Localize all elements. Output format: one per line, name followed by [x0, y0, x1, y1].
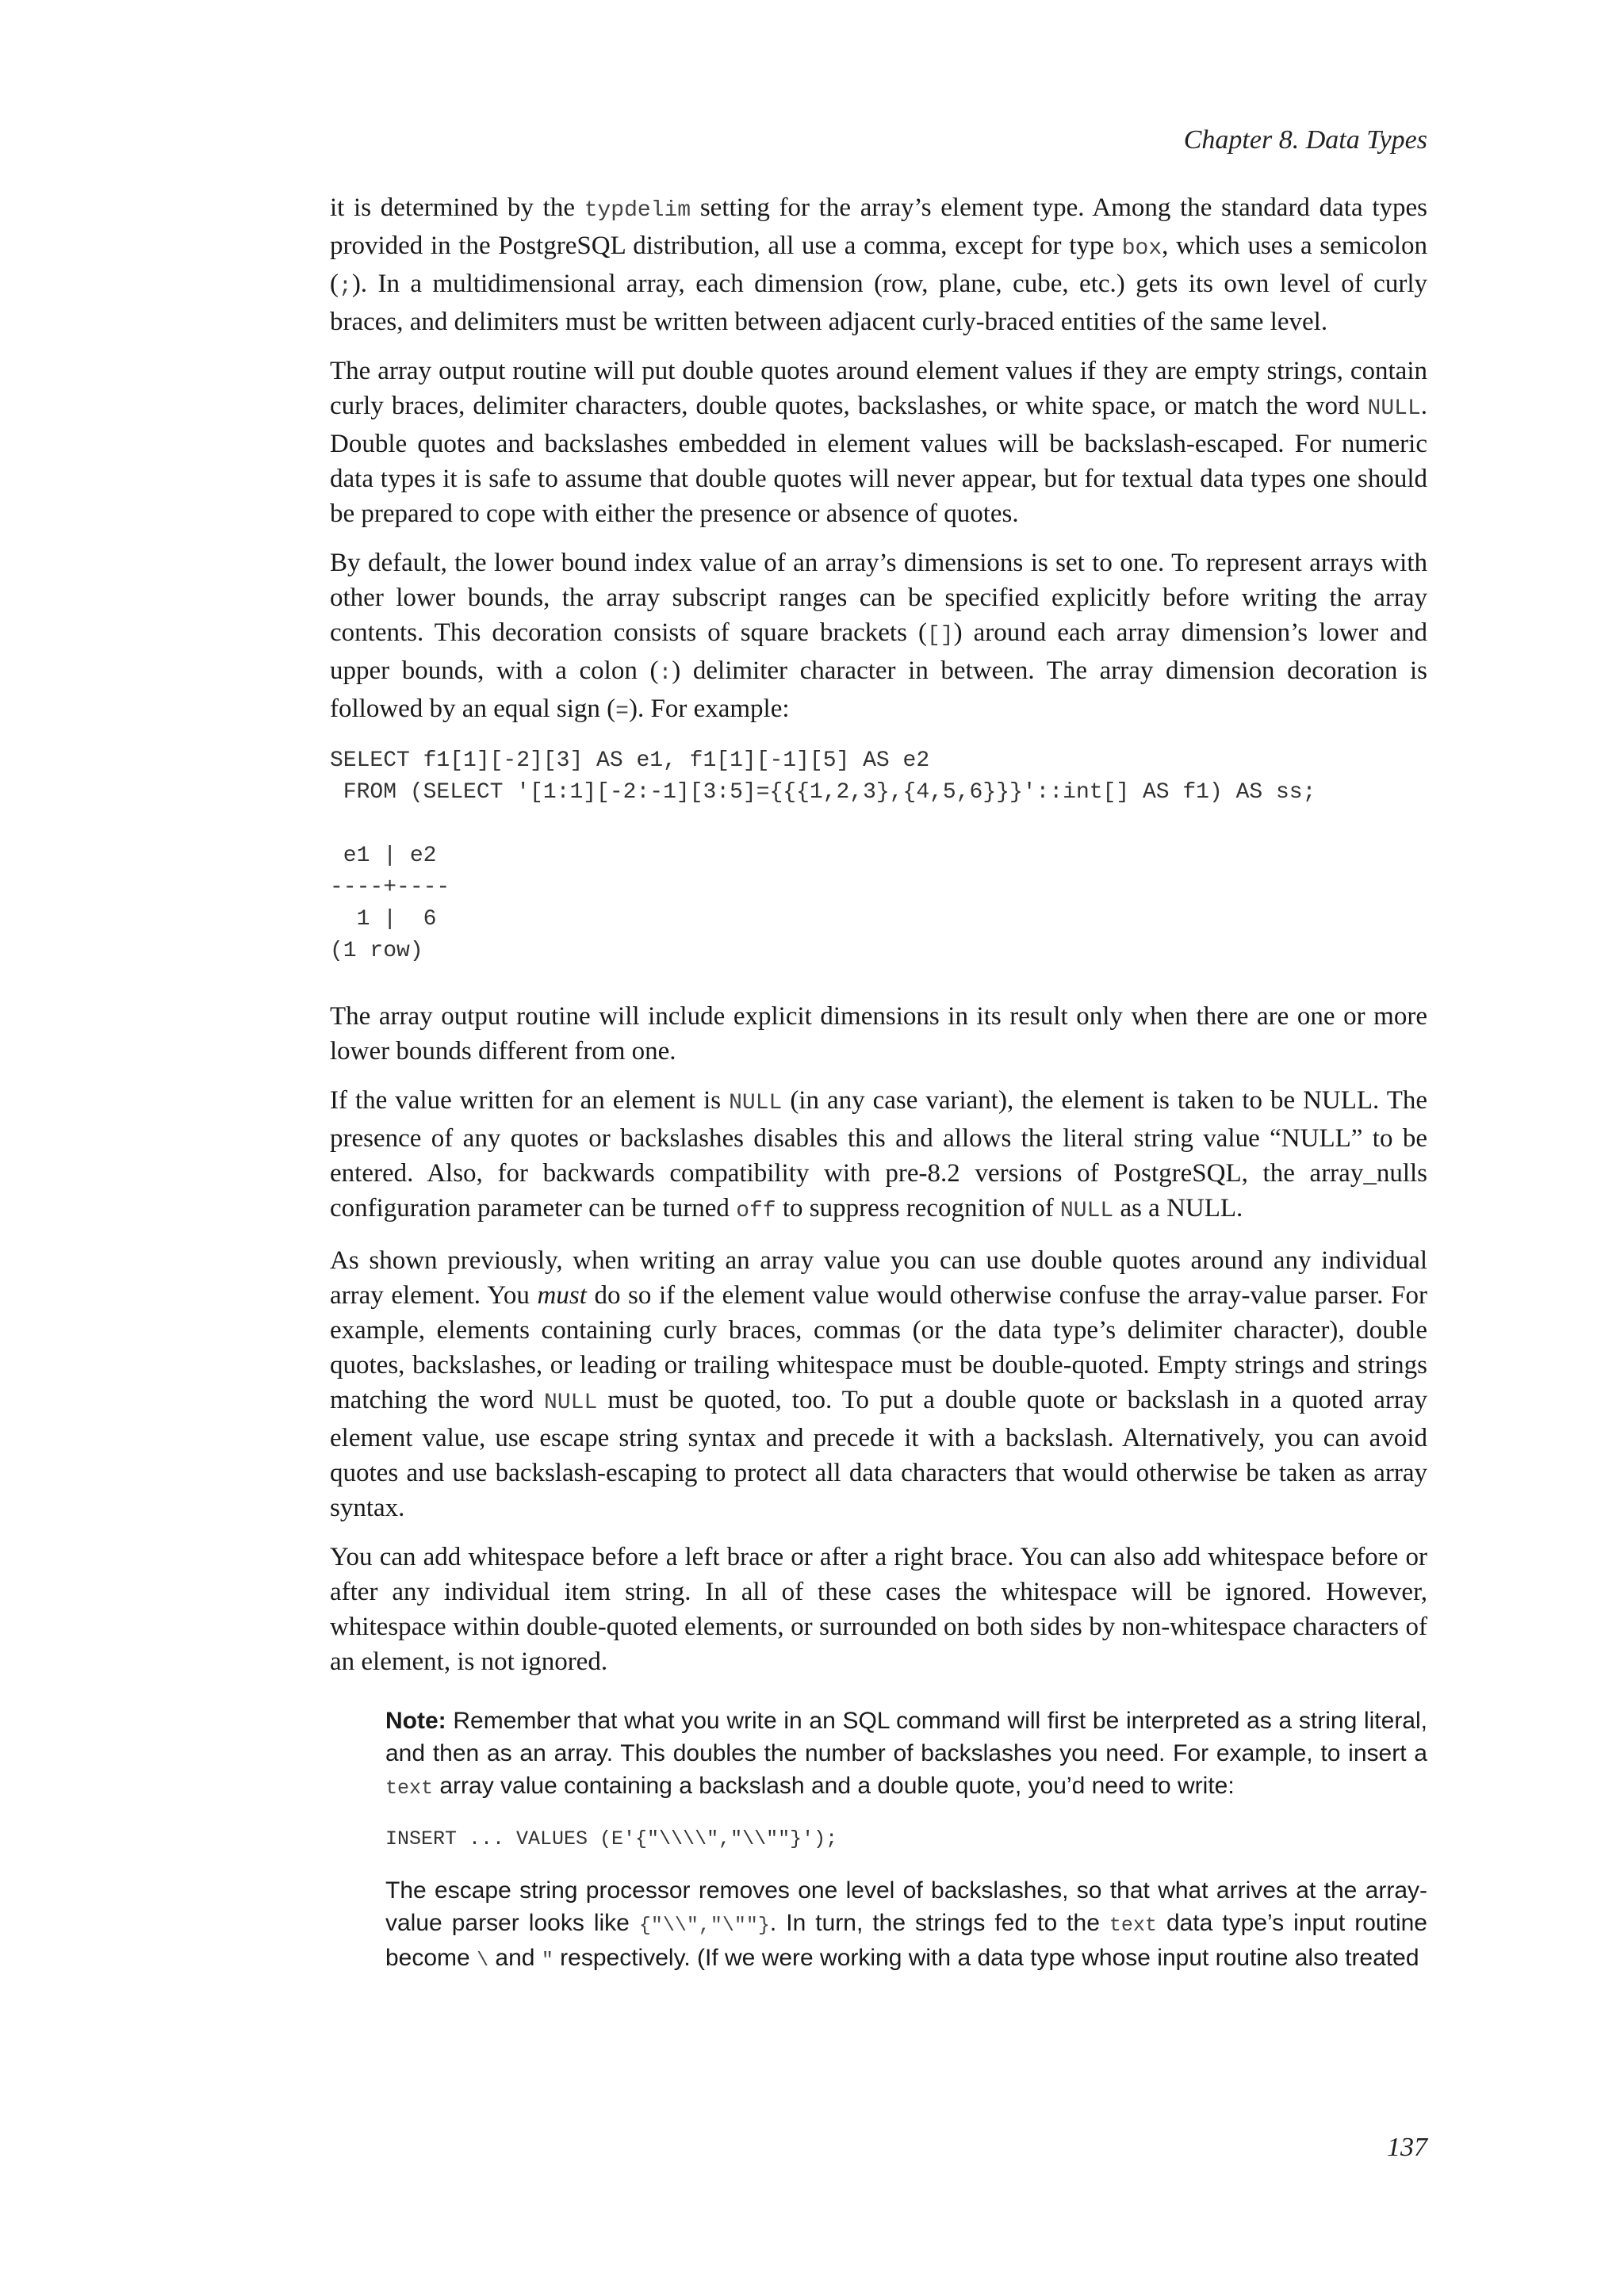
inline-code: [] [926, 623, 954, 648]
inline-code: NULL [1367, 396, 1421, 421]
paragraph-explicit-dimensions: The array output routine will include explicit dimensions in its result only when there are one or more lower bounds different from one. [330, 1002, 1427, 1066]
paragraph-whitespace: You can add whitespace before a left brace or after a right brace. You can also add whitespace before or after any individual item string. In all of these cases the whitespace will be ignored. However, whitespace within double-quoted elements, or surrounded on both sides by non-whitespace characters of an element, is not ignored. [330, 1543, 1427, 1676]
inline-code: text [385, 1777, 434, 1800]
page-number: 137 [1387, 2133, 1427, 2162]
inline-code: off [736, 1199, 776, 1223]
code-example-insert: INSERT ... VALUES (E'{"\\\\","\\""}'); [385, 1827, 838, 1850]
running-header: Chapter 8. Data Types [1183, 125, 1427, 155]
paragraph-double-quotes: As shown previously, when writing an array value you can use double quotes around any individual array element. You must do so if the element value would otherwise confuse the array-value parser. For example, elements containing curly braces, commas (or the data type’s delimiter character), double quotes, backslashes, or leading or trailing whitespace must be double-quoted. Empty strings and strings matching the word NULL must be quoted, too. To put a double quote or backslash in a quoted array element value, use escape string syntax and precede it with a backslash. Alternatively, you can avoid quotes and use backslash-escaping to protect all data characters that would otherwise be taken as array syntax. [330, 1246, 1427, 1522]
inline-code: " [541, 1949, 553, 1972]
inline-code: \ [477, 1949, 489, 1972]
inline-code: typdelim [584, 198, 691, 223]
inline-code: {"\\","\""} [638, 1914, 770, 1937]
inline-code: = [615, 699, 629, 724]
emphasis: must [537, 1281, 587, 1310]
paragraph-null-value: If the value written for an element is NULL (in any case variant), the element is taken to be NULL. The presence of any quotes or backslashes disables this and allows the literal string value “NULL” to be entered. Also, for backwards compatibility with pre-8.2 versions of PostgreSQL, the array_nulls configuration parameter can be turned off to suppress recognition of NULL as a NULL. [330, 1086, 1427, 1223]
inline-code: NULL [729, 1091, 783, 1115]
note-paragraph-escape: The escape string processor removes one level of backslashes, so that what arrives at the array-value parser looks like {"\\","\""}. In turn, the strings fed to the text data type’s input routine become \ and " respectively. (If we were working with a data type whose input routine also treated [385, 1877, 1427, 1972]
body-column [330, 190, 1427, 1989]
note-label: Note: [385, 1708, 446, 1734]
inline-code: NULL [1059, 1199, 1114, 1223]
inline-code: box [1121, 236, 1162, 261]
note-box [385, 1705, 1427, 1976]
paragraph-output-quotes: The array output routine will put double quotes around element values if they are empty strings, contain curly braces, delimiter characters, double quotes, backslashes, or white space, or match the word NULL. Double quotes and backslashes embedded in element values will be backslash-escaped. For numeric data types it is safe to assume that double quotes will never appear, but for textual data types one should be prepared to cope with either the presence or absence of quotes. [330, 357, 1427, 528]
code-example-select: SELECT f1[1][-2][3] AS e1, f1[1][-1][5] AS e2 FROM (SELECT '[1:1][-2:-1][3:5]={{{1,2,3},{4,5,6}}}'::int[] AS f1) AS ss; e1 | e2 ----+---- 1 | 6 (1 row) [330, 748, 1316, 963]
paragraph-lower-bound: By default, the lower bound index value of an array’s dimensions is set to one. To represent arrays with other lower bounds, the array subscript ranges can be specified explicitly before writing the array contents. This decoration consists of square brackets ([]) around each array dimension’s lower and upper bounds, with a colon (:) delimiter character in between. The array dimension decoration is followed by an equal sign (=). For example: [330, 549, 1427, 724]
note-paragraph: Note: Remember that what you write in an SQL command will first be interpreted as a string literal, and then as an array. This doubles the number of backslashes you need. For example, to insert a text array value containing a backslash and a double quote, you’d need to write: [385, 1708, 1427, 1800]
paragraph-delimiter: it is determined by the typdelim setting for the array’s element type. Among the standard data types provided in the PostgreSQL distribution, all use a comma, except for type box, which uses a semicolon (;). In a multidimensional array, each dimension (row, plane, cube, etc.) gets its own level of curly braces, and delimiters must be written between adjacent curly-braced entities of the same level. [330, 193, 1427, 336]
inline-code: NULL [544, 1391, 598, 1415]
inline-code: ; [339, 274, 352, 299]
inline-code: : [658, 661, 672, 686]
inline-code: text [1109, 1914, 1157, 1937]
